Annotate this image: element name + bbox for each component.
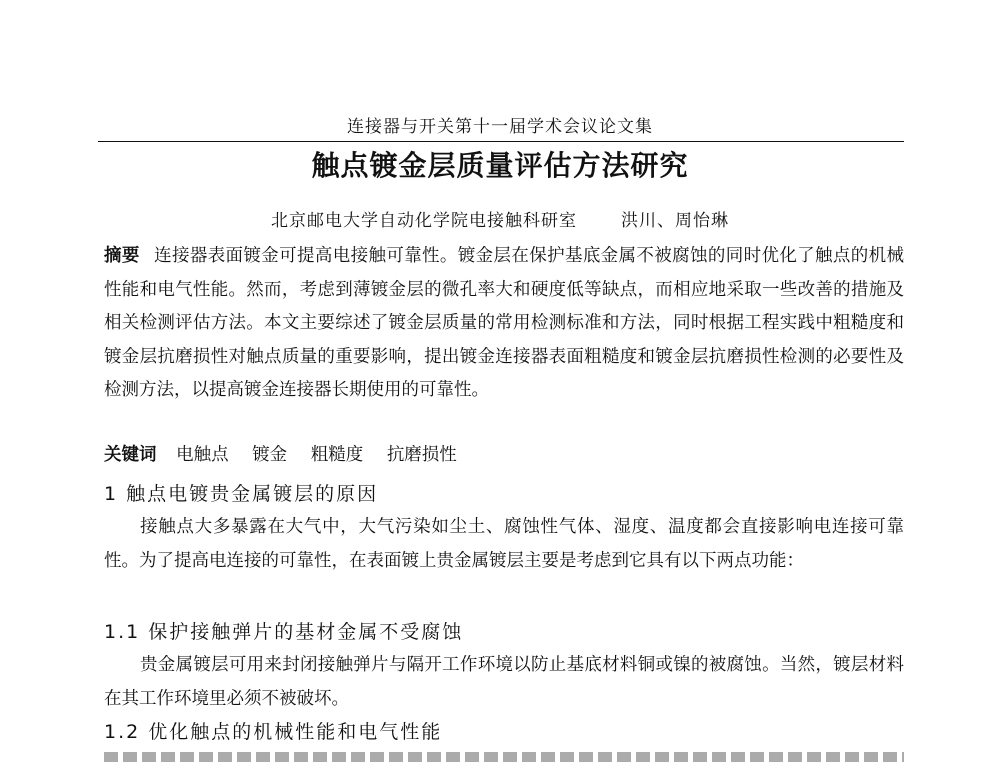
keyword: 粗糙度 [310, 445, 364, 465]
keywords-label: 关键词 [104, 445, 157, 465]
running-head: 连接器与开关第十一届学术会议论文集 [347, 117, 653, 137]
abstract [104, 240, 904, 408]
section-heading-1-1: 1.1 保护接触弹片的基材金属不受腐蚀 [104, 621, 464, 643]
section-heading-1-2: 1.2 优化触点的机械性能和电气性能 [104, 721, 443, 743]
abstract-text: 连接器表面镀金可提高电接触可靠性。镀金层在保护基底金属不被腐蚀的同时优化了触点的机械性能和电气性能。然而，考虑到薄镀金层的微孔率大和硬度低等缺点，而相应地采取一些改善的措施及相关检测评估方法。本文主要综述了镀金层质量的常用检测标准和方法，同时根据工程实践中粗糙度和镀金层抗磨损性对触点质量的重要影响，提出镀金连接器表面粗糙度和镀金层抗磨损性检测的必要性及检测方法，以提高镀金连接器长期使用的可靠性。 [104, 246, 905, 400]
paper-title: 触点镀金层质量评估方法研究 [311, 149, 689, 182]
keyword: 镀金 [252, 445, 288, 465]
author-line [0, 206, 1000, 231]
keyword: 抗磨损性 [386, 445, 457, 465]
cut-off-text-line [104, 752, 904, 762]
keyword: 电触点 [176, 445, 229, 465]
keywords [104, 439, 475, 472]
abstract-label: 摘要 [104, 246, 140, 266]
section-1-paragraph: 接触点大多暴露在大气中，大气污染如尘土、腐蚀性气体、湿度、温度都会直接影响电连接可靠性。为了提高电连接的可靠性，在表面镀上贵金属镀层主要是考虑到它具有以下两点功能： [104, 517, 904, 571]
affiliation: 北京邮电大学自动化学院电接触科研室 [271, 211, 577, 231]
section-1-1-paragraph: 贵金属镀层可用来封闭接触弹片与隔开工作环境以防止基底材料铜或镍的被腐蚀。当然，镀层材料在其工作环境里必须不被破坏。 [104, 655, 904, 709]
section-heading-1: 1 触点电镀贵金属镀层的原因 [104, 483, 379, 505]
author-names: 洪川、周怡琳 [621, 211, 729, 231]
header-rule [98, 141, 904, 142]
